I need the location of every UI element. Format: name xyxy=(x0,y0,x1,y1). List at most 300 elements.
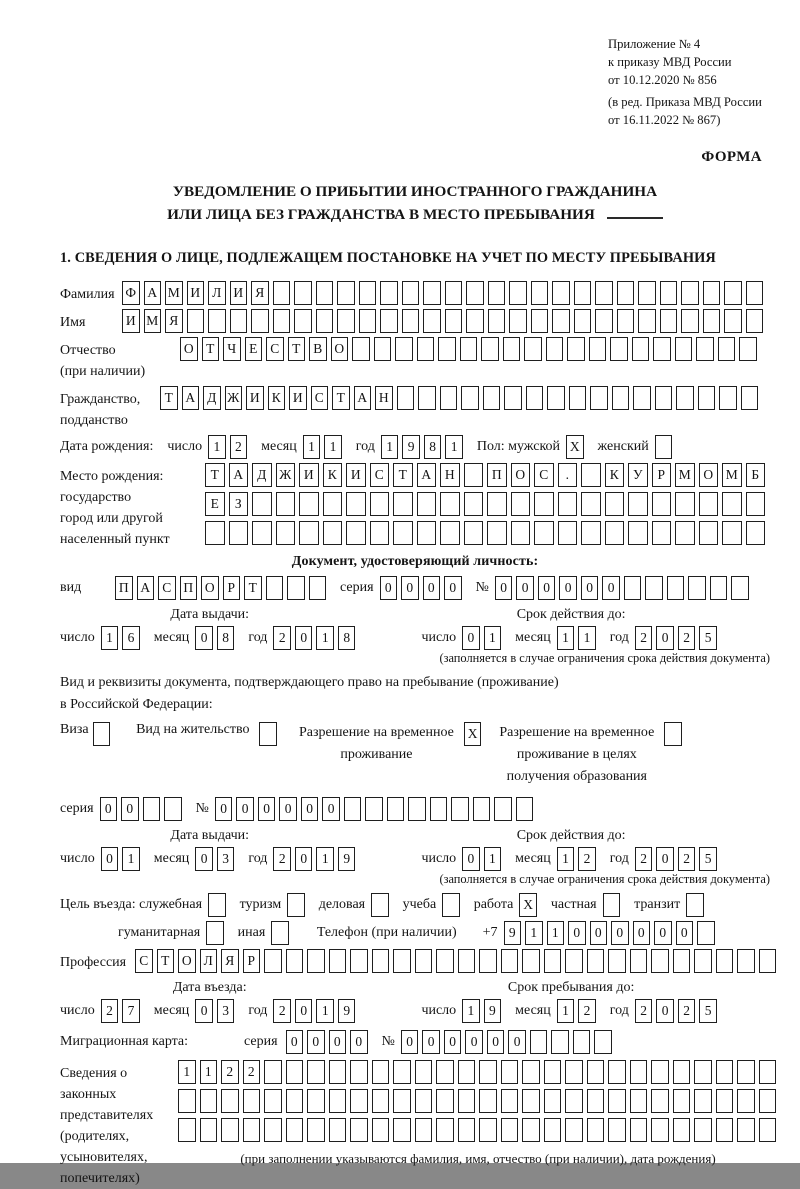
char-cell[interactable] xyxy=(716,949,734,973)
char-cell[interactable] xyxy=(522,1089,540,1113)
char-cell[interactable]: 0 xyxy=(656,999,674,1023)
char-cell[interactable] xyxy=(581,521,601,545)
char-cell[interactable] xyxy=(653,337,671,361)
char-cell[interactable] xyxy=(372,1089,390,1113)
char-cell[interactable] xyxy=(544,1060,562,1084)
char-cell[interactable] xyxy=(359,309,377,333)
char-cell[interactable]: М xyxy=(165,281,183,305)
char-cell[interactable] xyxy=(655,386,673,410)
char-cell[interactable] xyxy=(464,492,484,516)
char-cell[interactable]: Д xyxy=(252,463,272,487)
char-cell[interactable] xyxy=(552,281,570,305)
char-cell[interactable] xyxy=(737,1118,755,1142)
char-cell[interactable] xyxy=(445,281,463,305)
char-cell[interactable] xyxy=(565,1060,583,1084)
char-cell[interactable]: С xyxy=(266,337,284,361)
char-cell[interactable]: 0 xyxy=(676,921,694,945)
char-cell[interactable] xyxy=(466,309,484,333)
char-cell[interactable] xyxy=(694,1089,712,1113)
char-cell[interactable] xyxy=(587,1118,605,1142)
char-cell[interactable]: 1 xyxy=(445,435,463,459)
char-cell[interactable] xyxy=(466,281,484,305)
char-cell[interactable]: 2 xyxy=(678,847,696,871)
char-cell[interactable] xyxy=(264,1089,282,1113)
char-cell[interactable]: 0 xyxy=(258,797,276,821)
char-cell[interactable] xyxy=(638,309,656,333)
char-cell[interactable] xyxy=(350,1089,368,1113)
char-cell[interactable]: Ф xyxy=(122,281,140,305)
char-cell[interactable] xyxy=(294,281,312,305)
char-cell[interactable]: Т xyxy=(157,949,175,973)
char-cell[interactable]: 1 xyxy=(316,626,334,650)
char-cell[interactable] xyxy=(276,492,296,516)
char-cell[interactable] xyxy=(504,386,522,410)
char-cell[interactable]: И xyxy=(187,281,205,305)
char-cell[interactable] xyxy=(676,386,694,410)
char-cell[interactable] xyxy=(630,949,648,973)
char-cell[interactable] xyxy=(603,893,621,917)
char-cell[interactable] xyxy=(307,1118,325,1142)
char-cell[interactable] xyxy=(673,949,691,973)
char-cell[interactable]: 1 xyxy=(316,999,334,1023)
char-cell[interactable]: И xyxy=(289,386,307,410)
char-cell[interactable]: И xyxy=(346,463,366,487)
char-cell[interactable]: 0 xyxy=(295,999,313,1023)
char-cell[interactable]: А xyxy=(354,386,372,410)
char-cell[interactable] xyxy=(703,281,721,305)
char-cell[interactable] xyxy=(581,492,601,516)
char-cell[interactable] xyxy=(264,1118,282,1142)
char-cell[interactable]: 0 xyxy=(295,626,313,650)
char-cell[interactable]: 9 xyxy=(338,847,356,871)
char-cell[interactable] xyxy=(746,281,764,305)
char-cell[interactable] xyxy=(442,893,460,917)
char-cell[interactable]: 0 xyxy=(487,1030,505,1054)
char-cell[interactable] xyxy=(632,337,650,361)
char-cell[interactable] xyxy=(397,386,415,410)
char-cell[interactable] xyxy=(271,921,289,945)
char-cell[interactable]: П xyxy=(115,576,133,600)
char-cell[interactable]: У xyxy=(628,463,648,487)
char-cell[interactable]: 0 xyxy=(559,576,577,600)
char-cell[interactable] xyxy=(501,1060,519,1084)
char-cell[interactable]: 0 xyxy=(462,847,480,871)
char-cell[interactable] xyxy=(612,386,630,410)
char-cell[interactable] xyxy=(488,281,506,305)
char-cell[interactable]: 0 xyxy=(101,847,119,871)
char-cell[interactable]: 0 xyxy=(322,797,340,821)
char-cell[interactable] xyxy=(652,521,672,545)
char-cell[interactable] xyxy=(722,521,742,545)
char-cell[interactable] xyxy=(316,281,334,305)
char-cell[interactable] xyxy=(440,492,460,516)
char-cell[interactable] xyxy=(273,281,291,305)
char-cell[interactable] xyxy=(417,337,435,361)
char-cell[interactable] xyxy=(372,1118,390,1142)
char-cell[interactable] xyxy=(370,492,390,516)
char-cell[interactable] xyxy=(697,921,715,945)
char-cell[interactable]: 1 xyxy=(303,435,321,459)
char-cell[interactable] xyxy=(660,309,678,333)
char-cell[interactable] xyxy=(719,386,737,410)
char-cell[interactable] xyxy=(511,492,531,516)
char-cell[interactable] xyxy=(415,1089,433,1113)
char-cell[interactable] xyxy=(673,1060,691,1084)
char-cell[interactable] xyxy=(479,1118,497,1142)
char-cell[interactable]: 0 xyxy=(602,576,620,600)
char-cell[interactable] xyxy=(558,521,578,545)
char-cell[interactable] xyxy=(694,949,712,973)
char-cell[interactable] xyxy=(323,521,343,545)
char-cell[interactable] xyxy=(464,521,484,545)
char-cell[interactable] xyxy=(487,492,507,516)
char-cell[interactable]: 0 xyxy=(590,921,608,945)
char-cell[interactable] xyxy=(522,1060,540,1084)
char-cell[interactable] xyxy=(509,309,527,333)
char-cell[interactable] xyxy=(372,949,390,973)
char-cell[interactable]: А xyxy=(417,463,437,487)
char-cell[interactable] xyxy=(415,949,433,973)
char-cell[interactable]: 1 xyxy=(557,626,575,650)
char-cell[interactable] xyxy=(605,521,625,545)
char-cell[interactable] xyxy=(699,521,719,545)
char-cell[interactable]: 0 xyxy=(195,626,213,650)
char-cell[interactable] xyxy=(567,337,585,361)
char-cell[interactable]: 1 xyxy=(547,921,565,945)
char-cell[interactable] xyxy=(628,492,648,516)
char-cell[interactable]: Я xyxy=(221,949,239,973)
char-cell[interactable] xyxy=(565,1089,583,1113)
char-cell[interactable] xyxy=(651,1118,669,1142)
char-cell[interactable] xyxy=(402,281,420,305)
char-cell[interactable] xyxy=(617,281,635,305)
char-cell[interactable] xyxy=(205,521,225,545)
char-cell[interactable]: 1 xyxy=(578,626,596,650)
char-cell[interactable] xyxy=(393,521,413,545)
char-cell[interactable]: Т xyxy=(205,463,225,487)
char-cell[interactable]: Ч xyxy=(223,337,241,361)
char-cell[interactable]: С xyxy=(311,386,329,410)
char-cell[interactable] xyxy=(675,492,695,516)
char-cell[interactable]: О xyxy=(201,576,219,600)
char-cell[interactable] xyxy=(501,1118,519,1142)
char-cell[interactable]: 0 xyxy=(350,1030,368,1054)
char-cell[interactable] xyxy=(587,1060,605,1084)
char-cell[interactable] xyxy=(395,337,413,361)
char-cell[interactable]: 2 xyxy=(273,626,291,650)
char-cell[interactable] xyxy=(590,386,608,410)
char-cell[interactable] xyxy=(393,1060,411,1084)
char-cell[interactable] xyxy=(344,797,362,821)
char-cell[interactable] xyxy=(531,281,549,305)
char-cell[interactable] xyxy=(229,521,249,545)
char-cell[interactable] xyxy=(479,1089,497,1113)
char-cell[interactable] xyxy=(488,309,506,333)
char-cell[interactable]: Б xyxy=(746,463,766,487)
char-cell[interactable]: 2 xyxy=(578,847,596,871)
char-cell[interactable] xyxy=(739,337,757,361)
char-cell[interactable] xyxy=(287,893,305,917)
char-cell[interactable] xyxy=(664,722,682,746)
char-cell[interactable]: К xyxy=(268,386,286,410)
char-cell[interactable] xyxy=(387,797,405,821)
char-cell[interactable]: 0 xyxy=(633,921,651,945)
char-cell[interactable]: 1 xyxy=(557,847,575,871)
char-cell[interactable] xyxy=(759,1060,777,1084)
char-cell[interactable]: А xyxy=(182,386,200,410)
char-cell[interactable]: 2 xyxy=(273,999,291,1023)
char-cell[interactable]: 0 xyxy=(516,576,534,600)
char-cell[interactable]: 1 xyxy=(200,1060,218,1084)
char-cell[interactable] xyxy=(501,1089,519,1113)
char-cell[interactable]: Т xyxy=(202,337,220,361)
char-cell[interactable]: 0 xyxy=(236,797,254,821)
char-cell[interactable] xyxy=(551,1030,569,1054)
char-cell[interactable] xyxy=(461,386,479,410)
char-cell[interactable]: 0 xyxy=(121,797,139,821)
char-cell[interactable] xyxy=(630,1118,648,1142)
char-cell[interactable]: 9 xyxy=(484,999,502,1023)
char-cell[interactable] xyxy=(329,1089,347,1113)
char-cell[interactable]: 0 xyxy=(380,576,398,600)
char-cell[interactable] xyxy=(608,949,626,973)
char-cell[interactable] xyxy=(651,1089,669,1113)
char-cell[interactable]: Н xyxy=(440,463,460,487)
char-cell[interactable] xyxy=(718,337,736,361)
char-cell[interactable] xyxy=(737,1060,755,1084)
char-cell[interactable]: 0 xyxy=(215,797,233,821)
char-cell[interactable] xyxy=(264,949,282,973)
char-cell[interactable] xyxy=(221,1089,239,1113)
char-cell[interactable]: 0 xyxy=(195,999,213,1023)
char-cell[interactable] xyxy=(393,492,413,516)
char-cell[interactable] xyxy=(694,1060,712,1084)
char-cell[interactable]: Д xyxy=(203,386,221,410)
char-cell[interactable] xyxy=(716,1118,734,1142)
char-cell[interactable] xyxy=(534,492,554,516)
char-cell[interactable] xyxy=(93,722,111,746)
char-cell[interactable] xyxy=(481,337,499,361)
char-cell[interactable]: Е xyxy=(205,492,225,516)
char-cell[interactable]: 2 xyxy=(678,626,696,650)
char-cell[interactable]: 0 xyxy=(654,921,672,945)
char-cell[interactable] xyxy=(473,797,491,821)
char-cell[interactable]: 1 xyxy=(381,435,399,459)
char-cell[interactable]: 2 xyxy=(578,999,596,1023)
char-cell[interactable] xyxy=(655,435,673,459)
char-cell[interactable] xyxy=(374,337,392,361)
char-cell[interactable] xyxy=(200,1118,218,1142)
char-cell[interactable]: 7 xyxy=(122,999,140,1023)
char-cell[interactable] xyxy=(746,309,764,333)
char-cell[interactable] xyxy=(380,309,398,333)
char-cell[interactable] xyxy=(287,576,305,600)
char-cell[interactable] xyxy=(451,797,469,821)
char-cell[interactable]: М xyxy=(144,309,162,333)
char-cell[interactable]: 8 xyxy=(338,626,356,650)
char-cell[interactable] xyxy=(628,521,648,545)
char-cell[interactable] xyxy=(346,521,366,545)
char-cell[interactable] xyxy=(698,386,716,410)
char-cell[interactable]: К xyxy=(323,463,343,487)
char-cell[interactable] xyxy=(630,1060,648,1084)
char-cell[interactable] xyxy=(393,1118,411,1142)
char-cell[interactable]: И xyxy=(122,309,140,333)
char-cell[interactable]: 1 xyxy=(462,999,480,1023)
char-cell[interactable] xyxy=(458,1089,476,1113)
char-cell[interactable] xyxy=(686,893,704,917)
char-cell[interactable] xyxy=(699,492,719,516)
char-cell[interactable] xyxy=(259,722,277,746)
char-cell[interactable] xyxy=(464,463,484,487)
char-cell[interactable] xyxy=(605,492,625,516)
char-cell[interactable]: 1 xyxy=(101,626,119,650)
char-cell[interactable]: С xyxy=(370,463,390,487)
char-cell[interactable]: 0 xyxy=(329,1030,347,1054)
char-cell[interactable]: 0 xyxy=(508,1030,526,1054)
char-cell[interactable] xyxy=(645,576,663,600)
char-cell[interactable]: М xyxy=(675,463,695,487)
char-cell[interactable] xyxy=(724,309,742,333)
char-cell[interactable] xyxy=(243,1089,261,1113)
char-cell[interactable] xyxy=(417,521,437,545)
char-cell[interactable] xyxy=(503,337,521,361)
char-cell[interactable] xyxy=(522,1118,540,1142)
char-cell[interactable] xyxy=(178,1118,196,1142)
char-cell[interactable] xyxy=(524,337,542,361)
char-cell[interactable] xyxy=(673,1118,691,1142)
char-cell[interactable] xyxy=(534,521,554,545)
char-cell[interactable]: 2 xyxy=(101,999,119,1023)
char-cell[interactable] xyxy=(667,576,685,600)
char-cell[interactable] xyxy=(652,492,672,516)
char-cell[interactable] xyxy=(651,1060,669,1084)
char-cell[interactable] xyxy=(438,337,456,361)
char-cell[interactable] xyxy=(531,309,549,333)
char-cell[interactable] xyxy=(350,949,368,973)
char-cell[interactable] xyxy=(251,309,269,333)
char-cell[interactable] xyxy=(595,309,613,333)
char-cell[interactable] xyxy=(608,1118,626,1142)
char-cell[interactable] xyxy=(608,1089,626,1113)
char-cell[interactable] xyxy=(479,1060,497,1084)
char-cell[interactable]: 1 xyxy=(525,921,543,945)
char-cell[interactable] xyxy=(696,337,714,361)
char-cell[interactable] xyxy=(286,1089,304,1113)
char-cell[interactable] xyxy=(746,492,766,516)
char-cell[interactable] xyxy=(346,492,366,516)
char-cell[interactable] xyxy=(418,386,436,410)
char-cell[interactable]: 2 xyxy=(678,999,696,1023)
char-cell[interactable]: О xyxy=(699,463,719,487)
char-cell[interactable]: П xyxy=(487,463,507,487)
char-cell[interactable]: Т xyxy=(288,337,306,361)
char-cell[interactable] xyxy=(624,576,642,600)
char-cell[interactable] xyxy=(415,1060,433,1084)
char-cell[interactable] xyxy=(544,1089,562,1113)
char-cell[interactable]: 1 xyxy=(484,847,502,871)
char-cell[interactable] xyxy=(741,386,759,410)
char-cell[interactable]: 2 xyxy=(243,1060,261,1084)
char-cell[interactable]: О xyxy=(180,337,198,361)
char-cell[interactable] xyxy=(458,1060,476,1084)
char-cell[interactable]: X xyxy=(519,893,537,917)
char-cell[interactable] xyxy=(206,921,224,945)
char-cell[interactable]: 0 xyxy=(422,1030,440,1054)
char-cell[interactable] xyxy=(546,337,564,361)
char-cell[interactable] xyxy=(633,386,651,410)
char-cell[interactable] xyxy=(423,309,441,333)
char-cell[interactable] xyxy=(307,1089,325,1113)
char-cell[interactable]: X xyxy=(566,435,584,459)
char-cell[interactable]: 0 xyxy=(465,1030,483,1054)
char-cell[interactable] xyxy=(675,337,693,361)
char-cell[interactable]: 2 xyxy=(221,1060,239,1084)
char-cell[interactable] xyxy=(337,309,355,333)
char-cell[interactable] xyxy=(737,1089,755,1113)
char-cell[interactable]: Р xyxy=(223,576,241,600)
char-cell[interactable] xyxy=(703,309,721,333)
char-cell[interactable]: 8 xyxy=(217,626,235,650)
char-cell[interactable] xyxy=(436,1118,454,1142)
char-cell[interactable] xyxy=(316,309,334,333)
char-cell[interactable] xyxy=(681,309,699,333)
char-cell[interactable] xyxy=(458,949,476,973)
char-cell[interactable]: Л xyxy=(208,281,226,305)
char-cell[interactable] xyxy=(252,492,272,516)
char-cell[interactable]: С xyxy=(534,463,554,487)
char-cell[interactable]: П xyxy=(180,576,198,600)
char-cell[interactable] xyxy=(329,1060,347,1084)
char-cell[interactable]: 0 xyxy=(656,626,674,650)
char-cell[interactable] xyxy=(307,949,325,973)
char-cell[interactable]: 2 xyxy=(635,847,653,871)
char-cell[interactable] xyxy=(445,309,463,333)
char-cell[interactable]: 2 xyxy=(635,626,653,650)
char-cell[interactable] xyxy=(208,893,226,917)
char-cell[interactable] xyxy=(479,949,497,973)
char-cell[interactable]: З xyxy=(229,492,249,516)
char-cell[interactable] xyxy=(573,1030,591,1054)
char-cell[interactable] xyxy=(436,1089,454,1113)
char-cell[interactable]: 5 xyxy=(699,847,717,871)
char-cell[interactable]: Р xyxy=(652,463,672,487)
char-cell[interactable]: Л xyxy=(200,949,218,973)
char-cell[interactable]: И xyxy=(230,281,248,305)
char-cell[interactable] xyxy=(440,521,460,545)
char-cell[interactable] xyxy=(458,1118,476,1142)
char-cell[interactable] xyxy=(436,1060,454,1084)
char-cell[interactable] xyxy=(722,492,742,516)
char-cell[interactable] xyxy=(359,281,377,305)
char-cell[interactable] xyxy=(309,576,327,600)
char-cell[interactable] xyxy=(574,309,592,333)
char-cell[interactable] xyxy=(208,309,226,333)
char-cell[interactable] xyxy=(415,1118,433,1142)
char-cell[interactable] xyxy=(509,281,527,305)
char-cell[interactable] xyxy=(423,281,441,305)
char-cell[interactable]: М xyxy=(722,463,742,487)
char-cell[interactable]: Т xyxy=(244,576,262,600)
char-cell[interactable] xyxy=(350,1060,368,1084)
char-cell[interactable]: 0 xyxy=(100,797,118,821)
char-cell[interactable]: 3 xyxy=(217,999,235,1023)
char-cell[interactable]: 0 xyxy=(495,576,513,600)
char-cell[interactable] xyxy=(673,1089,691,1113)
char-cell[interactable] xyxy=(230,309,248,333)
char-cell[interactable] xyxy=(393,949,411,973)
char-cell[interactable] xyxy=(393,1089,411,1113)
